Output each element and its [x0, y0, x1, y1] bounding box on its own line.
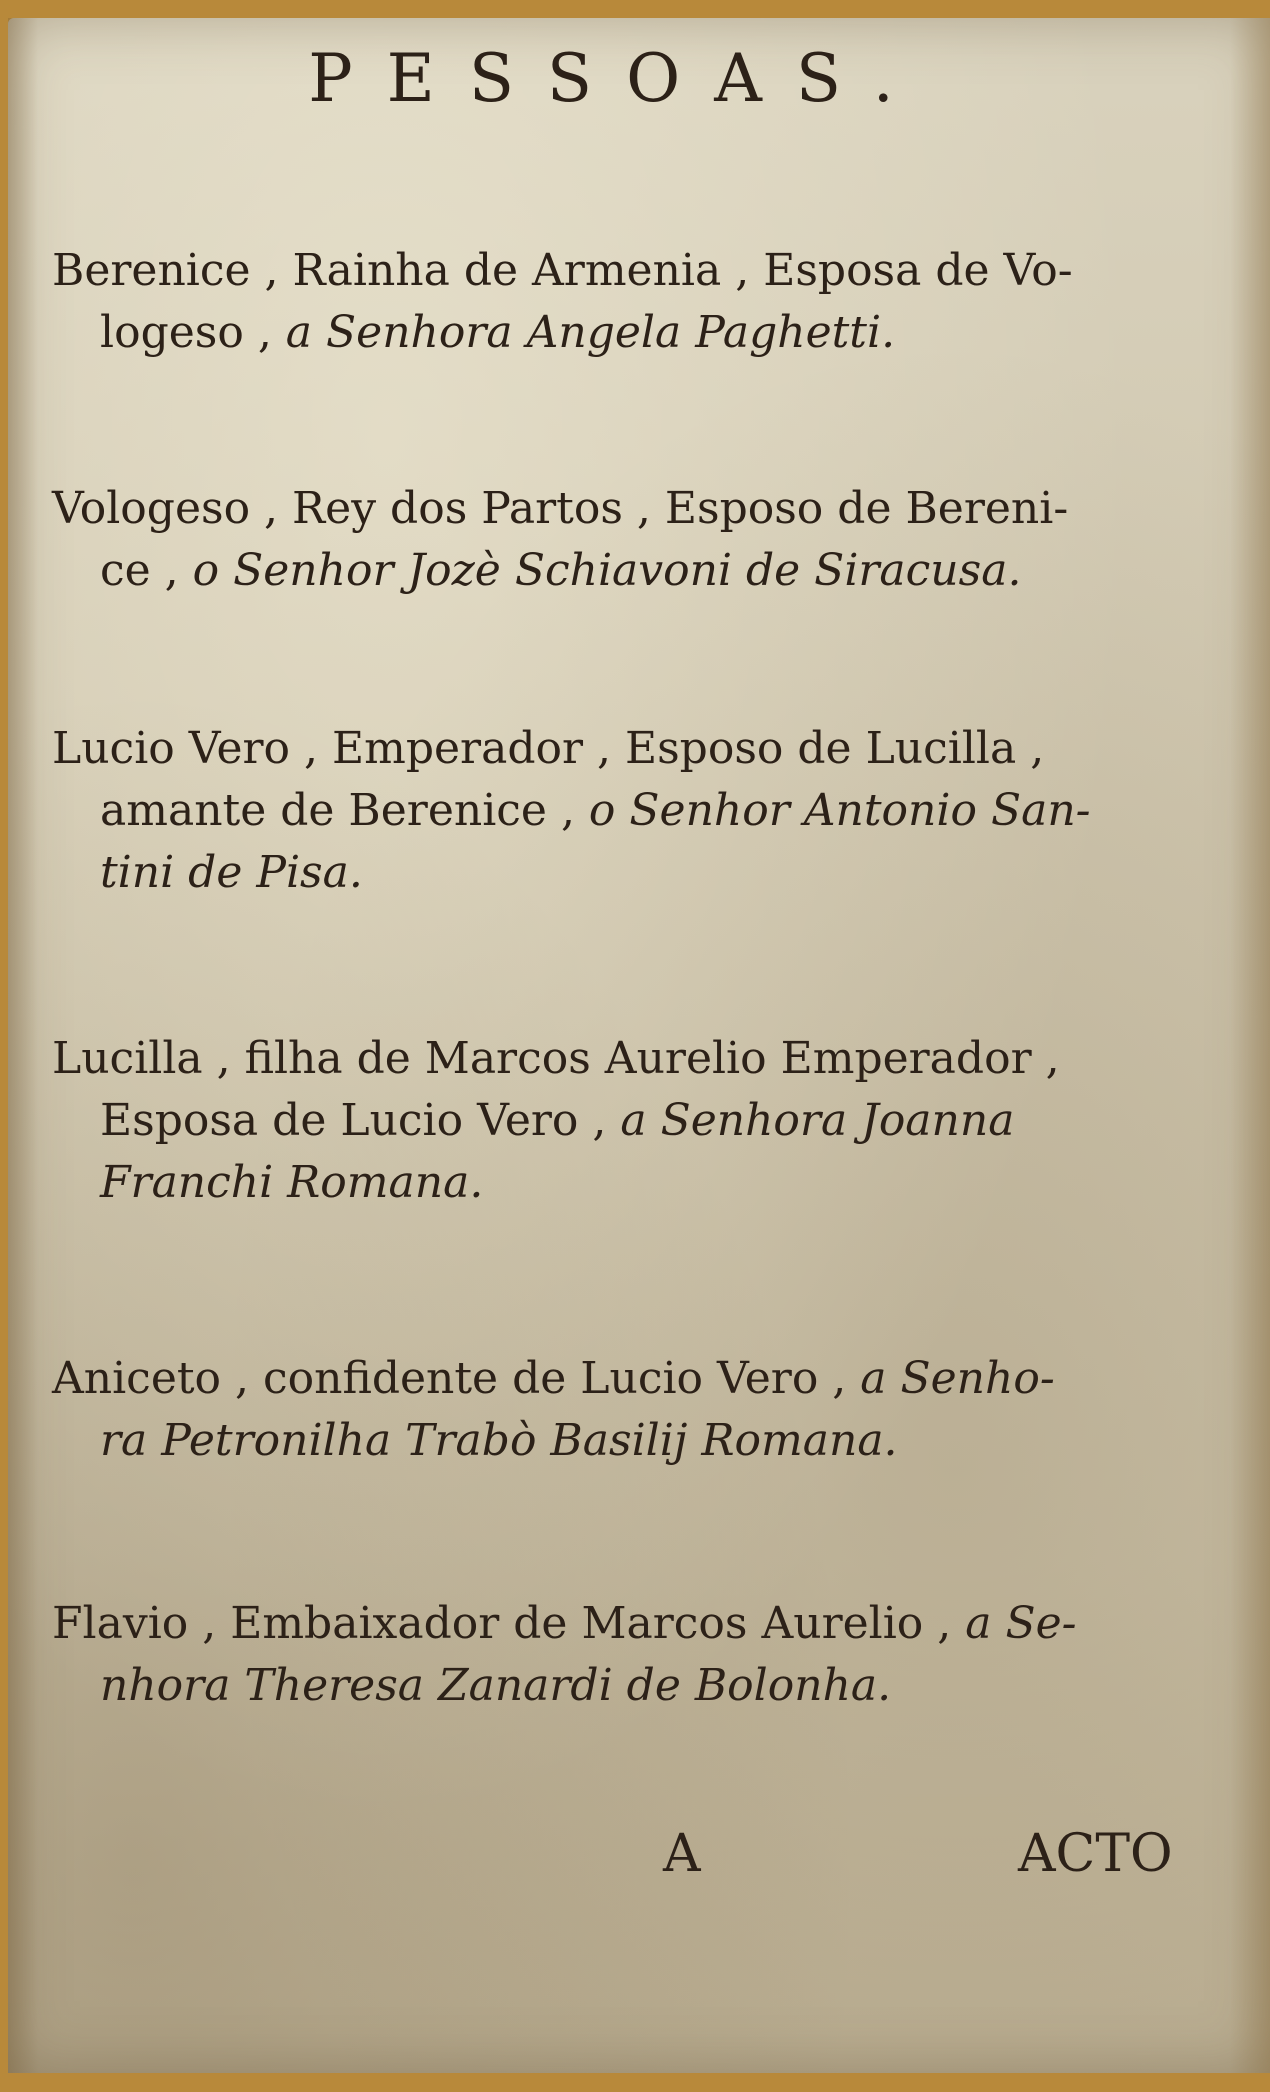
catchword: ACTO [1018, 1824, 1173, 1884]
cast-entry-aniceto [52, 1348, 1202, 1472]
entry-line: Flavio , Embaixador de Marcos Aurelio , a Se- [52, 1598, 1077, 1649]
entry-line: Lucilla , filha de Marcos Aurelio Emperador , [52, 1033, 1060, 1084]
book-page [8, 18, 1270, 2073]
cast-entry-vologeso [52, 478, 1202, 602]
entry-line: Vologeso , Rey dos Partos , Esposo de Bereni- [52, 483, 1069, 534]
spine-shadow [8, 18, 38, 2073]
entry-line: Berenice , Rainha de Armenia , Esposa de Vo- [52, 245, 1073, 296]
cast-entry-flavio [52, 1593, 1202, 1717]
page-edge-shadow [1230, 18, 1270, 2073]
signature-mark: A [663, 1824, 701, 1884]
entry-line: Aniceto , confidente de Lucio Vero , a Senho- [52, 1353, 1055, 1404]
entry-line: Lucio Vero , Emperador , Esposo de Lucilla , [52, 723, 1045, 774]
entry-line: tini de Pisa. [100, 847, 363, 898]
cast-entry-berenice [52, 240, 1202, 364]
entry-line: Esposa de Lucio Vero , a Senhora Joanna [100, 1095, 1015, 1146]
page-title: PESSOAS. [308, 40, 928, 117]
entry-line: amante de Berenice , o Senhor Antonio San- [100, 785, 1091, 836]
entry-line: nhora Theresa Zanardi de Bolonha. [100, 1660, 892, 1711]
cast-entry-lucio-vero [52, 718, 1202, 904]
entry-line: Franchi Romana. [100, 1157, 484, 1208]
entry-line: logeso , a Senhora Angela Paghetti. [100, 307, 896, 358]
entry-line: ra Petronilha Trabò Basilij Romana. [100, 1415, 898, 1466]
cast-entry-lucilla [52, 1028, 1202, 1214]
entry-line: ce , o Senhor Jozè Schiavoni de Siracusa. [100, 545, 1022, 596]
